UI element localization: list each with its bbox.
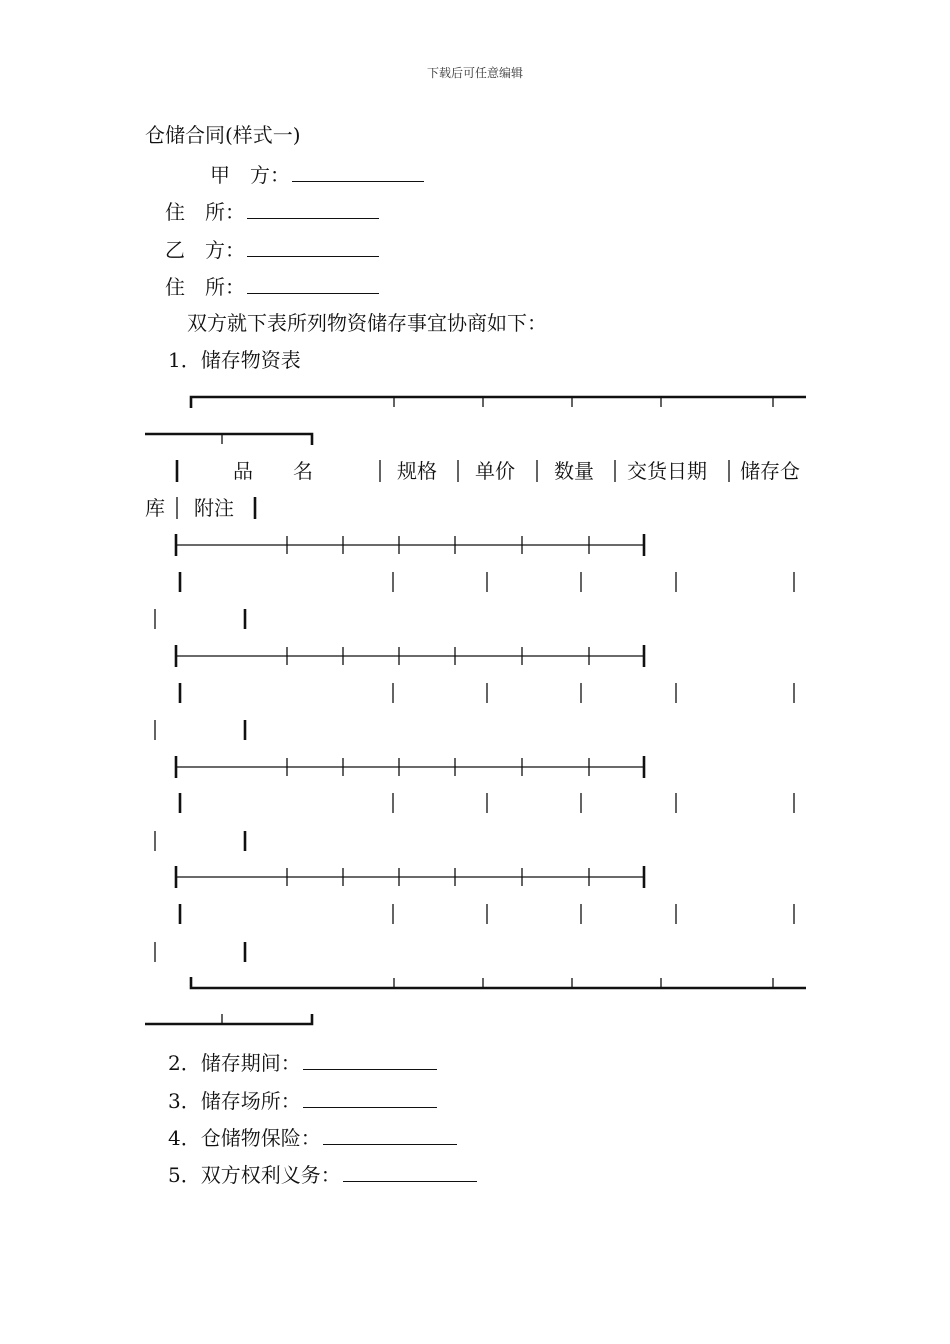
clause-storage-period	[168, 1049, 437, 1075]
clause-storage-place	[168, 1087, 437, 1113]
table-header-price: 单价	[475, 459, 515, 483]
party-a-label: 甲 方：	[210, 163, 290, 187]
table-header-name: 品 名	[233, 459, 313, 483]
party-b-address-label: 住 所：	[165, 275, 245, 299]
intro-text: 双方就下表所列物资储存事宜协商如下：	[187, 311, 547, 335]
clause-rights-obligations-label: 5．双方权利义务：	[168, 1163, 341, 1187]
clause-rights-obligations-blank[interactable]	[343, 1161, 477, 1182]
clause-rights-obligations	[168, 1161, 477, 1187]
clause-insurance	[168, 1124, 457, 1150]
clause-storage-place-blank[interactable]	[303, 1087, 437, 1108]
table-header-remarks: 附注	[194, 496, 234, 520]
table-header-spec: 规格	[397, 459, 437, 483]
table-header-quantity: 数量	[554, 459, 594, 483]
clause-storage-period-label: 2．储存期间：	[168, 1051, 301, 1075]
contract-title: 仓储合同(样式一)	[145, 123, 301, 147]
table-header-warehouse-part2: 库	[145, 496, 165, 520]
party-b-label: 乙 方：	[165, 238, 245, 262]
clause-insurance-label: 4．仓储物保险：	[168, 1126, 321, 1150]
clause-storage-period-blank[interactable]	[303, 1049, 437, 1070]
page-header-note: 下载后可任意编辑	[426, 66, 523, 80]
clause-storage-place-label: 3．储存场所：	[168, 1089, 301, 1113]
table-header-warehouse-part1: 储存仓	[740, 459, 800, 483]
table-header-delivery-date: 交货日期	[627, 459, 707, 483]
section-1-heading: 1．储存物资表	[168, 348, 301, 372]
party-a-address-label: 住 所：	[165, 200, 245, 224]
clause-insurance-blank[interactable]	[323, 1124, 457, 1145]
